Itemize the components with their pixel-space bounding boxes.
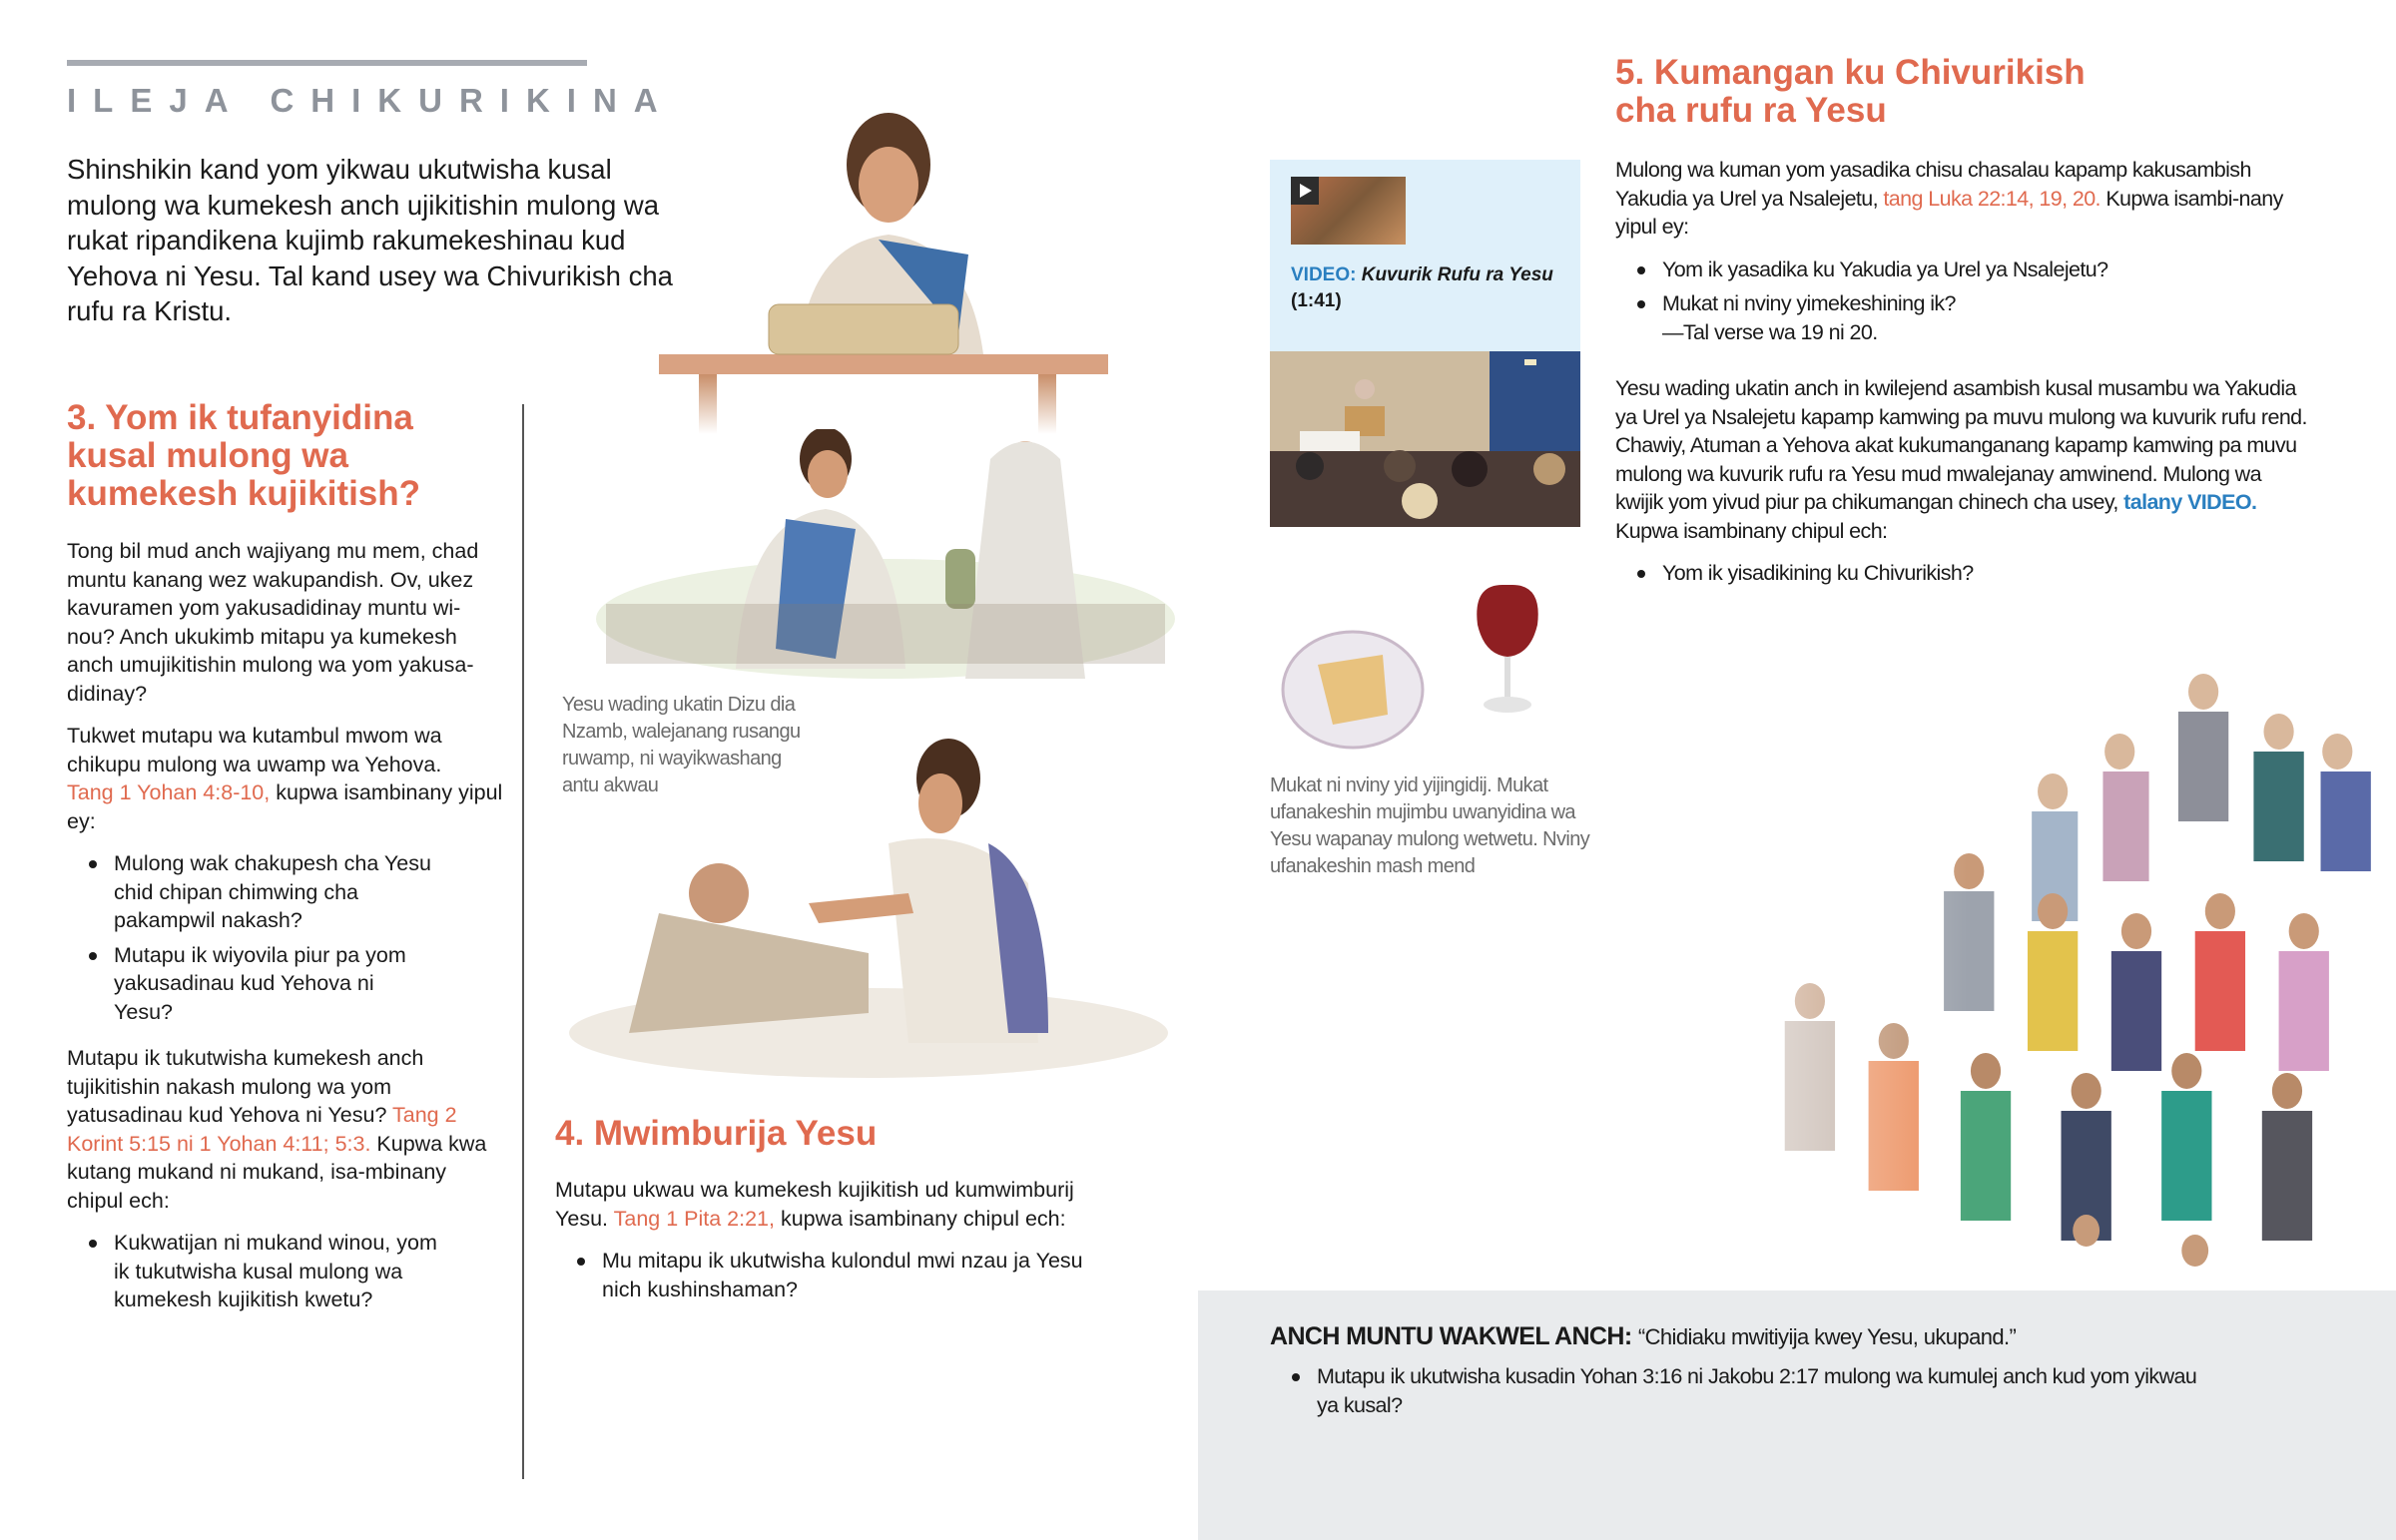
play-icon[interactable] (1291, 177, 1319, 205)
scripture-link[interactable]: Tang 1 Pita 2:21, (613, 1206, 775, 1231)
paragraph (67, 1044, 506, 1215)
list-item: Mu mitapu ik ukutwisha kulondul mwi nzau ja Yesu nich kushinshaman? (602, 1247, 1101, 1303)
text: Mutapu ukwau wa kumekesh kujikitish ud kumwimburij Yesu. (555, 1178, 1074, 1231)
video-label: VIDEO: (1291, 264, 1357, 285)
list-item: Mulong wak chakupesh cha Yesu chid chipan chimwing cha pakampwil nakash? (114, 849, 433, 935)
text: Mulong wa kuman yom yasadika chisu chasalau kapamp kakusambish Yakudia ya Urel ya Nsalejetu, (1615, 158, 2251, 211)
section-4-heading: 4. Mwimburija Yesu (555, 1114, 878, 1153)
text: Kupwa isambi-nany yipul ey: (1615, 186, 2283, 239)
question-list (1615, 559, 2314, 588)
question-list (1615, 256, 2314, 347)
paragraph (1615, 156, 2314, 242)
objection-quote: “Chidiaku mwitiyija kwey Yesu, ukupand.” (1637, 1324, 2017, 1349)
intro-paragraph: Shinshikin kand yom yikwau ukutwisha kusal mulong wa kumekesh anch ujikitishin mulong wa rukat ripandikena kujimb rakumekeshinau kud Yehova ni Yesu. Tal kand usey wa Chivurikish cha rufu ra Kristu. (67, 154, 673, 326)
list-item: Kukwatijan ni mukand winou, yom ik tukutwisha kusal mulong wa kumekesh kujikitish kwetu? (114, 1229, 453, 1314)
list-item (1662, 289, 2314, 346)
bread-and-wine-illustration (1273, 565, 1572, 760)
section-4-body (555, 1176, 1114, 1321)
memorial-audience-illustration (1617, 672, 2396, 1290)
bread-wine-caption: Mukat ni nviny yid yijingidij. Mukat ufanakeshin mujimbu uwanyidina wa Yesu wapanay mulong wetwetu. Nviny ufanakeshin mash mend (1270, 774, 1590, 877)
text: Yesu wading ukatin anch in kwilejend asambish kusal musambu wa Yakudia ya Urel ya Nsalejetu kapamp kamwing pa muvu mulong wa kuvurik rufu rend. Chawiy, Atuman a Yehova akat kukumanganang kapamp kamwing pa muvu mulong wa kuvurik rufu ra Yesu mud mwalejanay amwinend. Mulong wa kwijik yom yivud piur pa chikumangan chinech cha usey, (1615, 376, 2307, 514)
text: Kupwa kwa kutang mukand ni mukand, isa-mbinany chipul ech: (67, 1131, 487, 1213)
list-item: Yom ik yisadikining ku Chivurikish? (1662, 559, 2314, 588)
column-divider (522, 404, 524, 1479)
section-3-body (67, 537, 506, 1332)
memorial-meeting-photo (1270, 351, 1580, 527)
text: Mutapu ik tukutwisha kumekesh anch tujikitishin nakash mulong wa yom yatusadinau kud Yehova ni Yesu? (67, 1046, 424, 1127)
question-list (67, 849, 433, 1026)
scripture-link[interactable]: tang Luka 22:14, 19, 20. (1883, 186, 2100, 211)
text: kupwa isambinany chipul ech: (780, 1206, 1066, 1231)
video-name: Kuvurik Rufu ra Yesu (1361, 264, 1553, 285)
video-title[interactable] (1291, 262, 1570, 314)
scripture-link[interactable]: Tang 1 Yohan 4:8-10, (67, 780, 271, 804)
objection-statement (1270, 1320, 2368, 1353)
video-duration: (1:41) (1291, 290, 1342, 311)
illustration-caption: Yesu wading ukatin Dizu dia Nzamb, walejanang rusangu ruwamp, ni wayikwashang antu akwau (562, 694, 801, 796)
paragraph (1615, 374, 2314, 545)
list-item: Mutapu ik ukutwisha kusadin Yohan 3:16 ni Jakobu 2:17 mulong wa kumulej anch kud yom yikwau ya kusal? (1317, 1362, 2215, 1419)
header-rule (67, 60, 587, 66)
section-5-body (1615, 156, 2314, 606)
paragraph (67, 722, 506, 835)
verse-note: —Tal verse wa 19 ni 20. (1662, 319, 1878, 344)
section-5-heading: 5. Kumangan ku Chivurikish cha rufu ra Yesu (1615, 53, 2086, 130)
text: kupwa isambinany yipul ey: (67, 780, 503, 833)
paragraph: Tong bil mud anch wajiyang mu mem, chad muntu kanang wez wakupandish. Ov, ukez kavuramen yom yakusadidinay muntu wi-nou? Anch ukukimb mitapu ya kumekesh anch umujikitishin mulong wa yom yakusa-didinay? (67, 539, 479, 706)
video-link[interactable]: talany VIDEO. (2123, 490, 2257, 514)
list-item: Mutapu ik wiyovila piur pa yom yakusadinau kud Yehova ni Yesu? (114, 941, 433, 1027)
paragraph (555, 1176, 1114, 1233)
text: Mukat ni nviny yimekeshining ik? (1662, 291, 1956, 315)
text: Kupwa isambinany chipul ech: (1615, 518, 1888, 543)
scripture-link[interactable]: Tang 2 Korint 5:15 ni 1 Yohan 4:11; 5:3. (67, 1103, 457, 1156)
video-box[interactable] (1270, 160, 1580, 351)
objection-label: ANCH MUNTU WAKWEL ANCH: (1270, 1322, 1632, 1350)
question-list (555, 1247, 1101, 1303)
question-list (1270, 1362, 2215, 1425)
section-kicker: ILEJA CHIKURIKINA (67, 82, 675, 119)
section-3-heading: 3. Yom ik tufanyidina kusal mulong wa kumekesh kujikitish? (67, 398, 421, 513)
text: Tukwet mutapu wa kutambul mwom wa chikupu mulong wa uwamp wa Yehova. (67, 724, 442, 776)
jesus-reading-scroll-illustration (639, 105, 1118, 434)
question-list (67, 1229, 453, 1314)
objection-box (1198, 1290, 2396, 1540)
jesus-teaching-woman-illustration (596, 429, 1175, 689)
video-thumbnail[interactable] (1291, 177, 1406, 245)
list-item: Yom ik yasadika ku Yakudia ya Urel ya Nsalejetu? (1662, 256, 2314, 284)
